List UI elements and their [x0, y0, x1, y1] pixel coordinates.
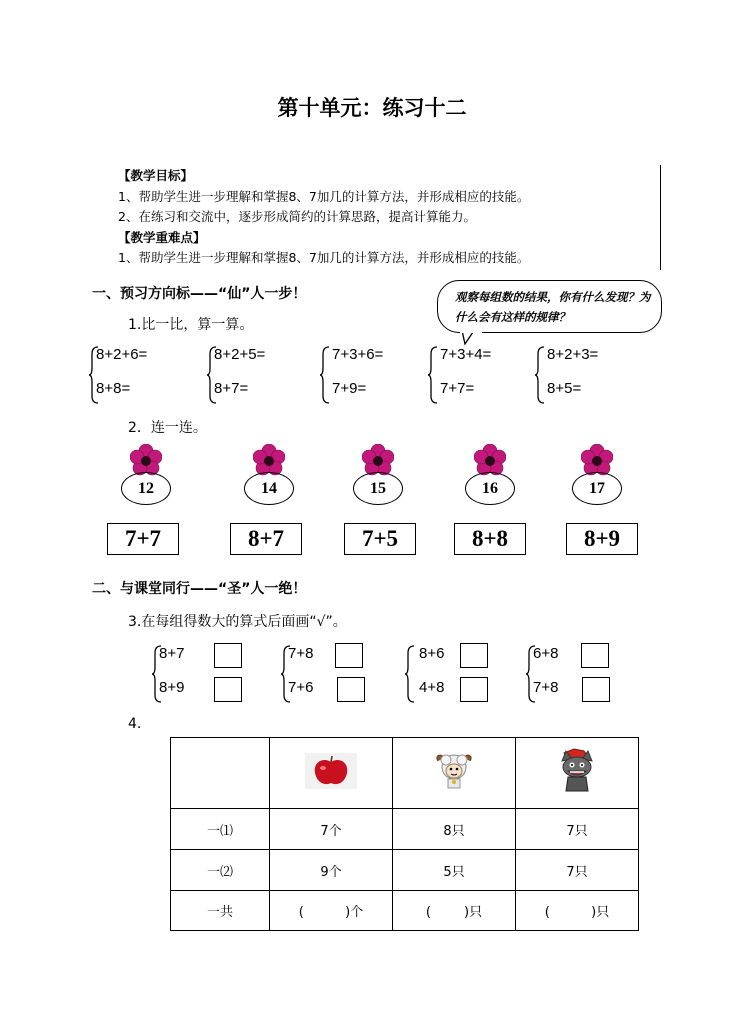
- check-box[interactable]: [335, 643, 363, 668]
- equation-bottom: 8+5=: [547, 380, 582, 397]
- table-row: [171, 891, 639, 931]
- compare-group: [405, 645, 505, 705]
- expression-bottom: 7+8: [533, 679, 559, 696]
- key-points-heading: 【教学重难点】: [118, 229, 206, 245]
- expression-top: 6+8: [533, 645, 559, 662]
- equation-group: [207, 346, 317, 406]
- expression-box[interactable]: 7+5: [344, 523, 416, 555]
- number-oval[interactable]: 12: [121, 472, 171, 505]
- equation-top: 8+2+6=: [96, 346, 148, 363]
- question-3-label: 3.在每组得数大的算式后面画“√”。: [128, 614, 347, 630]
- objective-item-2: 2、在练习和交流中，逐步形成简约的计算思路，提高计算能力。: [118, 209, 476, 224]
- expression-box[interactable]: 8+8: [454, 523, 526, 555]
- page-title: 第十单元：练习十二: [277, 96, 467, 120]
- check-box[interactable]: [460, 643, 488, 668]
- table-cell: 5只: [393, 850, 516, 891]
- table-cell: 8只: [393, 809, 516, 850]
- number-oval[interactable]: 15: [353, 472, 403, 505]
- objectives-heading: 【教学目标】: [118, 168, 194, 183]
- check-box[interactable]: [582, 677, 610, 702]
- question-2-label: 2．连一连。: [128, 420, 207, 436]
- section-1-title: 一、预习方向标——“仙”人一步！: [92, 286, 307, 302]
- expression-box[interactable]: 8+7: [230, 523, 302, 555]
- equation-group: [89, 346, 199, 406]
- table-header-row: [171, 738, 639, 809]
- key-point-item-1: 1、帮助学生进一步理解和掌握8、7加几的计算方法，并形成相应的技能。: [118, 250, 530, 265]
- expression-top: 8+7: [159, 645, 185, 662]
- wolf-header-cell: [516, 738, 639, 809]
- table-cell: 7只: [516, 850, 639, 891]
- objective-item-1: 1、帮助学生进一步理解和掌握8、7加几的计算方法，并形成相应的技能。: [118, 188, 530, 204]
- expression-box[interactable]: 8+9: [566, 523, 638, 555]
- answer-cell[interactable]: ( )只: [516, 891, 639, 931]
- table-cell: 7只: [516, 809, 639, 850]
- margin-line: [660, 165, 661, 270]
- bubble-text: 观察每组数的结果，你有什么发现？为什么会有这样的规律？: [455, 290, 651, 324]
- equation-bottom: 8+7=: [214, 380, 249, 397]
- question-1-label: 1.比一比，算一算。: [128, 317, 254, 333]
- table-row: [171, 809, 639, 850]
- question-4-label: 4.: [128, 716, 142, 732]
- expression-bottom: 7+6: [288, 679, 314, 696]
- number-oval[interactable]: 16: [465, 472, 515, 505]
- apple-icon: [305, 753, 357, 789]
- apple-header-cell: [270, 738, 393, 809]
- expression-bottom: 8+9: [159, 679, 185, 696]
- compare-group: [281, 645, 381, 705]
- check-box[interactable]: [581, 643, 609, 668]
- equation-group: [428, 346, 538, 406]
- equation-group: [320, 346, 430, 406]
- number-oval[interactable]: 17: [572, 472, 622, 505]
- table-cell: 9个: [270, 850, 393, 891]
- expression-bottom: 4+8: [419, 679, 445, 696]
- check-box[interactable]: [460, 677, 488, 702]
- brace-icon: [405, 645, 415, 703]
- equation-top: 8+2+5=: [214, 346, 266, 363]
- compare-group: [526, 645, 626, 705]
- table-cell: 7个: [270, 809, 393, 850]
- equation-bottom: 7+7=: [440, 380, 475, 397]
- expression-top: 8+6: [419, 645, 445, 662]
- check-box[interactable]: [214, 643, 242, 668]
- row-label: 一⑵: [171, 850, 270, 891]
- expression-top: 7+8: [288, 645, 314, 662]
- expression-box[interactable]: 7+7: [107, 523, 179, 555]
- equation-top: 7+3+6=: [332, 346, 384, 363]
- wolf-icon: [554, 747, 600, 795]
- brace-icon: [428, 346, 438, 404]
- bubble-tail-cover: [460, 328, 482, 334]
- check-box[interactable]: [337, 677, 365, 702]
- answer-cell[interactable]: ( )只: [393, 891, 516, 931]
- compare-group: [152, 645, 252, 705]
- sheep-icon: [432, 749, 476, 793]
- table-row: [171, 850, 639, 891]
- brace-icon: [320, 346, 330, 404]
- equation-top: 8+2+3=: [547, 346, 599, 363]
- row-label: 一⑴: [171, 809, 270, 850]
- brace-icon: [535, 346, 545, 404]
- equation-top: 7+3+4=: [440, 346, 492, 363]
- equation-bottom: 7+9=: [332, 380, 367, 397]
- number-oval[interactable]: 14: [244, 472, 294, 505]
- section-2-title: 二、与课堂同行——“圣”人一绝！: [92, 581, 307, 597]
- equation-group: [535, 346, 645, 406]
- row-label: 一共: [171, 891, 270, 931]
- check-box[interactable]: [214, 677, 242, 702]
- objectives-block: [118, 166, 529, 269]
- sheep-header-cell: [393, 738, 516, 809]
- answer-cell[interactable]: ( )个: [270, 891, 393, 931]
- equation-bottom: 8+8=: [96, 380, 131, 397]
- count-table: [170, 737, 639, 931]
- table-corner-cell: [171, 738, 270, 809]
